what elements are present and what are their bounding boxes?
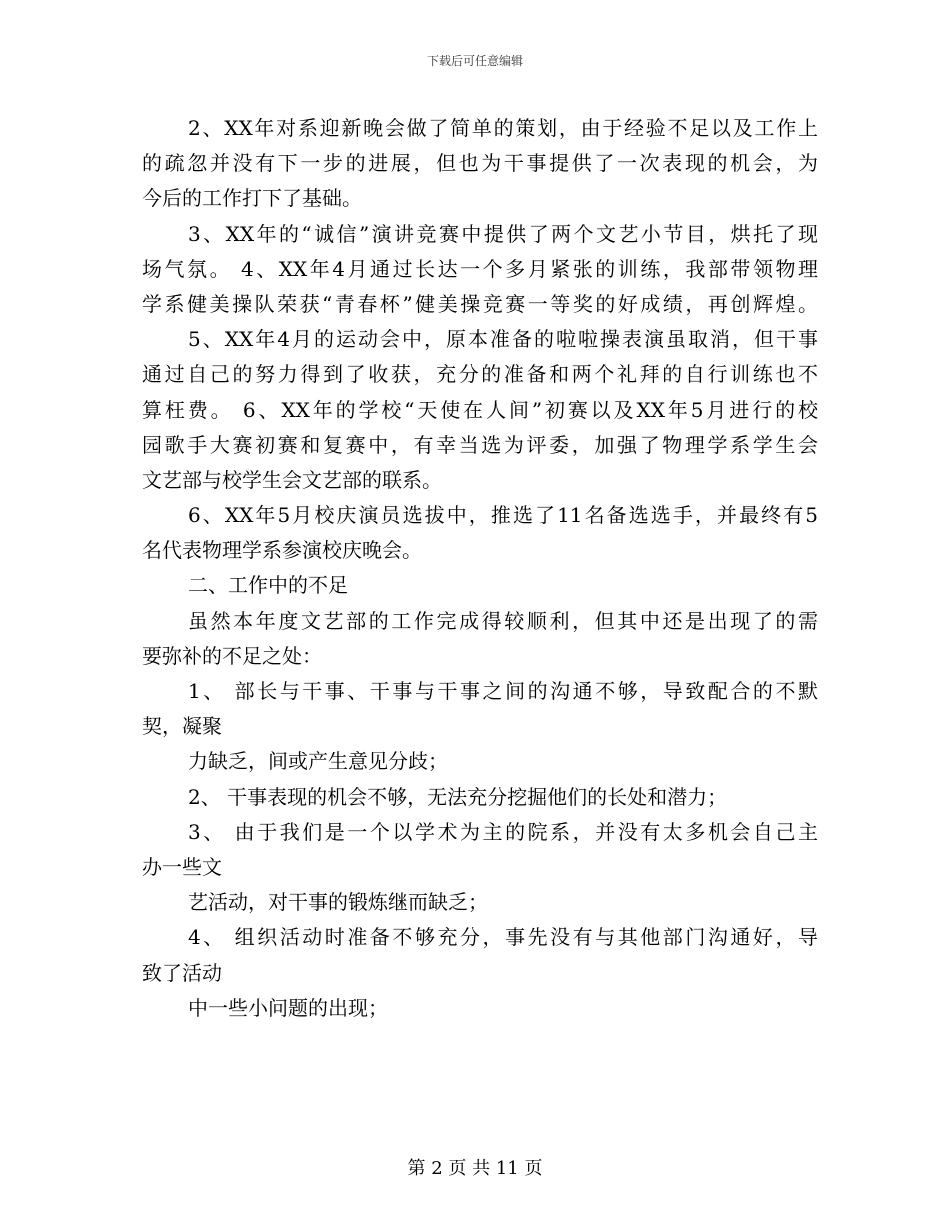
text-line: 6、XX年5月校庆演员选拔中，推选了11名备选选手，并最终有5 bbox=[188, 503, 818, 528]
page-header: 下载后可任意编辑 bbox=[426, 54, 523, 68]
text-line: 办一些文 bbox=[142, 854, 222, 879]
text-line: 名代表物理学系参演校庆晚会。 bbox=[142, 538, 422, 563]
text-line: 虽然本年度文艺部的工作完成得较顺利，但其中还是出现了的需 bbox=[188, 608, 818, 633]
text-line: 契，凝聚 bbox=[142, 714, 222, 739]
text-line: 场气氛。 4、XX年4月通过长达一个多月紧张的训练，我部带领物理 bbox=[142, 256, 818, 281]
text-line: 学系健美操队荣获“青春杯”健美操竞赛一等奖的好成绩，再创辉煌。 bbox=[142, 291, 818, 316]
text-line: 园歌手大赛初赛和复赛中，有幸当选为评委，加强了物理学系学生会 bbox=[142, 432, 818, 457]
list-item: 3、 由于我们是一个以学术为主的院系，并没有太多机会自己主 bbox=[188, 819, 818, 844]
text-line: 要弥补的不足之处： bbox=[142, 643, 322, 668]
text-line: 5、XX年4月的运动会中，原本准备的啦啦操表演虽取消，但干事 bbox=[188, 327, 818, 352]
list-item: 4、 组织活动时准备不够充分，事先没有与其他部门沟通好，导 bbox=[188, 925, 818, 950]
list-item: 1、 部长与干事、干事与干事之间的沟通不够，导致配合的不默 bbox=[188, 679, 818, 703]
text-line: 致了活动 bbox=[142, 960, 222, 985]
text-line: 文艺部与校学生会文艺部的联系。 bbox=[142, 467, 442, 492]
text-line: 3、XX年的“诚信”演讲竞赛中提供了两个文艺小节目，烘托了现 bbox=[188, 221, 818, 246]
text-line: 今后的工作打下了基础。 bbox=[142, 186, 362, 211]
document-body bbox=[142, 111, 818, 1026]
text-line: 2、XX年对系迎新晚会做了简单的策划，由于经验不足以及工作上 bbox=[188, 116, 818, 140]
list-item: 2、 干事表现的机会不够，无法充分挖掘他们的长处和潜力； bbox=[188, 784, 728, 809]
text-line: 的疏忽并没有下一步的进展，但也为干事提供了一次表现的机会，为 bbox=[142, 151, 818, 176]
text-line: 力缺乏，间或产生意见分歧； bbox=[188, 749, 448, 774]
text-line: 通过自己的努力得到了收获，充分的准备和两个礼拜的自行训练也不 bbox=[142, 362, 818, 387]
text-line: 算枉费。 6、XX年的学校“天使在人间”初赛以及XX年5月进行的校 bbox=[142, 397, 818, 422]
text-line: 艺活动，对干事的锻炼继而缺乏； bbox=[188, 890, 488, 915]
text-line: 中一些小问题的出现； bbox=[188, 995, 388, 1020]
section-heading: 二、工作中的不足 bbox=[188, 573, 348, 598]
page-number: 第 2 页 共 11 页 bbox=[407, 1158, 543, 1179]
